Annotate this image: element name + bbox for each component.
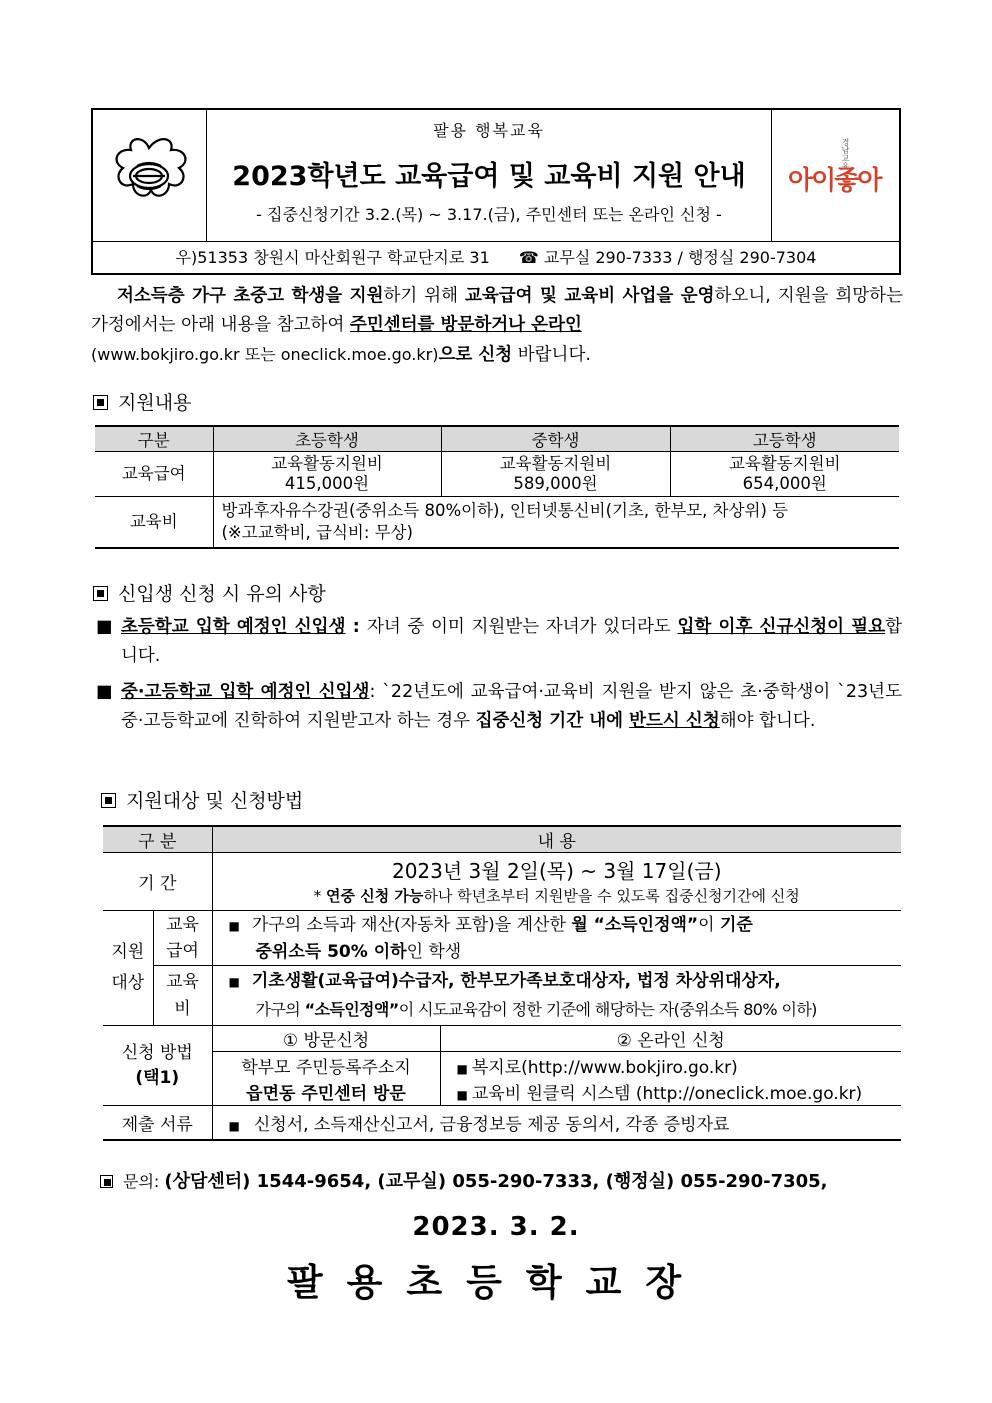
support-content-table <box>95 425 899 549</box>
bullet-icon: ■ <box>228 918 240 933</box>
table-header-cell: 구 분 <box>103 826 212 853</box>
edu-pay-emph: 월 “소득인정액” <box>571 914 699 935</box>
bullet-text: 해야 합니다. <box>719 711 816 731</box>
bullet-emph: 반드시 신청 <box>629 711 720 731</box>
sub-label <box>153 966 212 1026</box>
section-square-icon <box>93 586 108 601</box>
cell-amount: 415,000원 <box>284 474 370 493</box>
bullet-text: : `22년도에 교육급여·교육비 지원을 받지 않은 초·중학생이 `23년도 중·고등학교에 진학하여 지원받고자 하는 경우 <box>121 682 902 731</box>
section-newstudent-title <box>93 579 326 606</box>
target-method-table <box>103 825 901 1141</box>
row-label: 기 간 <box>103 853 212 911</box>
sub-label-line: 교육 <box>166 971 199 992</box>
visit-line: 읍면동 주민센터 방문 <box>212 1079 440 1106</box>
docs-text: 신청서, 소득재산신고서, 금융정보등 제공 동의서, 각종 증빙자료 <box>253 1114 730 1135</box>
header-center <box>207 110 771 241</box>
table-row <box>103 853 901 911</box>
logo-small-text: 경남교육 <box>841 138 850 170</box>
bullet-colon: : <box>345 617 367 637</box>
target-label-line: 지원 <box>111 942 145 962</box>
bullet-icon: ■ <box>456 1088 468 1103</box>
bullet-emph: 입학 이후 신규신청이 필요 <box>677 617 886 637</box>
cell-line: 교육활동지원비 <box>271 454 383 473</box>
table-row <box>103 1052 901 1079</box>
apply-label-line: (택1) <box>135 1067 180 1088</box>
logo-text: 아이좋아 <box>788 166 881 196</box>
table-header-row <box>95 426 899 452</box>
document-date: 2023. 3. 2. <box>412 1212 580 1242</box>
intro-text-2: 하오니, 지원을 희망하는 가정에서는 아래 내용을 참고하여 <box>91 286 903 335</box>
bullet-icon: ■ <box>228 1118 240 1133</box>
bullet-head: 중·고등학교 입학 예정인 신입생 <box>121 682 370 702</box>
intro-paragraph <box>91 282 903 370</box>
table-cell <box>212 966 901 1026</box>
phone-icon: ☎ <box>518 248 539 267</box>
row-label: 교육급여 <box>95 452 213 497</box>
cell-line: 방과후자유수강권(중위소득 80%이하), 인터넷통신비(기초, 한부모, 차상위) 등 <box>221 501 789 520</box>
table-row <box>103 1026 901 1052</box>
edu-pay-line <box>229 939 902 965</box>
table-row <box>103 1106 901 1140</box>
bullet-icon: ■ <box>96 682 113 702</box>
online-link-text: 교육비 원클릭 시스템 (http://oneclick.moe.go.kr) <box>471 1084 863 1105</box>
intro-emph-1: 저소득층 가구 초중고 학생을 지원 <box>117 286 384 306</box>
table-cell <box>212 911 901 966</box>
table-row <box>103 911 901 966</box>
online-line <box>440 1079 901 1106</box>
intro-text-4: 바랍니다. <box>512 345 591 365</box>
edu-pay-text: 이 <box>698 914 720 935</box>
period-note-prefix: * <box>313 886 326 905</box>
row-label <box>103 1026 212 1106</box>
school-phone: 교무실 290-7333 / 행정실 290-7304 <box>543 248 817 267</box>
table-header-cell: 내 용 <box>212 826 901 853</box>
bullet-emph: 집중신청 기간 내에 <box>475 711 630 731</box>
table-cell <box>670 452 899 497</box>
period-note-text: 하나 학년초부터 지원받을 수 있도록 집중신청기간에 신청 <box>423 886 800 905</box>
table-row <box>103 1079 901 1106</box>
period-note-emph: 연중 신청 가능 <box>326 886 424 905</box>
cell-line: 교육활동지원비 <box>499 454 612 473</box>
bullet-icon: ■ <box>96 617 113 637</box>
online-line <box>440 1052 901 1079</box>
row-label: 교육비 <box>95 497 213 549</box>
edu-pay-emph: 기준 <box>719 914 753 935</box>
section2-title: 신입생 신청 시 유의 사항 <box>118 583 326 605</box>
visit-line: 학부모 주민등록주소지 <box>212 1052 440 1079</box>
edu-cost-line <box>229 996 902 1024</box>
table-header-cell: 고등학생 <box>670 426 899 452</box>
online-link-text: 복지로(http://www.bokjiro.go.kr) <box>471 1057 738 1078</box>
table-cell <box>212 853 901 911</box>
edu-pay-text: 가구의 소득과 재산(자동차 포함)을 계산한 <box>251 914 572 935</box>
contact-label: 문의: <box>123 1172 165 1191</box>
cell-line: 교육활동지원비 <box>728 454 841 473</box>
section-square-icon <box>93 395 108 410</box>
section-square-icon <box>100 1175 113 1188</box>
edu-cost-text: 이 시도교육감이 정한 기준에 해당하는 자(중위소득 80% 이하) <box>398 1000 817 1019</box>
bullet-icon: ■ <box>456 1061 468 1076</box>
row-label <box>103 911 153 1026</box>
intro-emph-4: 으로 신청 <box>438 345 513 365</box>
list-item <box>96 613 902 671</box>
contact-line <box>100 1167 828 1193</box>
table-cell <box>213 452 441 497</box>
cell-line: (※고교학비, 급식비: 무상) <box>221 523 413 542</box>
table-row <box>103 966 901 1026</box>
edu-cost-line <box>229 967 902 996</box>
table-cell <box>441 452 670 497</box>
section-support-content-title <box>93 388 191 415</box>
table-cell <box>213 497 899 549</box>
edu-cost-emph: “소득인정액” <box>304 1000 399 1019</box>
school-emblem-icon <box>93 110 205 239</box>
contact-text: (상담센터) 1544-9654, (교무실) 055-290-7333, (행정실) 055-290-7305, <box>164 1171 828 1192</box>
edu-pay-text: 인 학생 <box>406 941 462 962</box>
section3-title: 지원대상 및 신청방법 <box>126 790 304 812</box>
school-emblem <box>93 110 207 241</box>
sub-label-line: 교육 <box>166 915 199 935</box>
sub-label-line: 비 <box>174 998 191 1019</box>
edu-cost-text: 기초생활(교육급여)수급자, 한부모가족보호대상자, 법정 차상위대상자, <box>251 971 781 991</box>
header-address-line <box>93 241 899 273</box>
target-label-line: 대상 <box>111 973 145 993</box>
apply-method-head: ② 온라인 신청 <box>440 1026 901 1052</box>
section-target-method-title <box>101 786 303 813</box>
intro-urls: (www.bokjiro.go.kr 또는 oneclick.moe.go.kr) <box>91 345 439 364</box>
document-title: 2023학년도 교육급여 및 교육비 지원 안내 <box>232 161 746 192</box>
school-address: 우)51353 창원시 마산회원구 학교단지로 31 <box>175 248 490 267</box>
table-cell <box>212 1106 901 1140</box>
apply-label-line: 신청 방법 <box>121 1042 193 1063</box>
section-square-icon <box>101 793 116 808</box>
apply-method-head: ① 방문신청 <box>212 1026 440 1052</box>
bullet-head: 초등학교 입학 예정인 신입생 <box>121 617 346 637</box>
intro-text-1: 하기 위해 <box>383 286 465 306</box>
cell-amount: 654,000원 <box>742 474 827 493</box>
period-main: 2023년 3월 2일(목) ~ 3월 17일(금) <box>391 858 722 883</box>
brand-logo <box>771 110 899 241</box>
bullet-text: 합니다. <box>121 617 903 666</box>
table-header-cell: 구분 <box>95 426 213 452</box>
row-label: 제출 서류 <box>103 1106 212 1140</box>
edu-pay-emph: 중위소득 50% 이하 <box>255 941 407 962</box>
edu-cost-text: 가구의 <box>255 1000 305 1019</box>
intro-emph-2: 교육급여 및 교육비 사업을 운영 <box>464 286 715 306</box>
header-subtitle: 팔용 행복교육 <box>433 121 545 140</box>
cell-amount: 589,000원 <box>513 474 598 493</box>
table-header-cell: 중학생 <box>441 426 670 452</box>
header-box <box>91 108 901 275</box>
intro-emph-3: 주민센터를 방문하거나 온라인 <box>349 315 582 335</box>
principal-signature: 팔용초등학교장 <box>286 1261 706 1304</box>
edu-pay-line <box>229 912 902 939</box>
header-period-note: - 집중신청기간 3.2.(목) ~ 3.17.(금), 주민센터 또는 온라인 신청 - <box>256 205 722 224</box>
table-row <box>95 452 899 497</box>
sub-label <box>153 911 212 966</box>
list-item <box>96 678 902 736</box>
bullet-icon: ■ <box>228 975 240 989</box>
table-header-cell: 초등학생 <box>213 426 441 452</box>
sub-label-line: 급여 <box>166 941 199 961</box>
section1-title: 지원내용 <box>118 392 192 414</box>
table-header-row <box>103 826 901 853</box>
bullet-text: 자녀 중 이미 지원받는 자녀가 있더라도 <box>366 617 678 637</box>
table-row <box>95 497 899 549</box>
period-note <box>213 885 902 907</box>
